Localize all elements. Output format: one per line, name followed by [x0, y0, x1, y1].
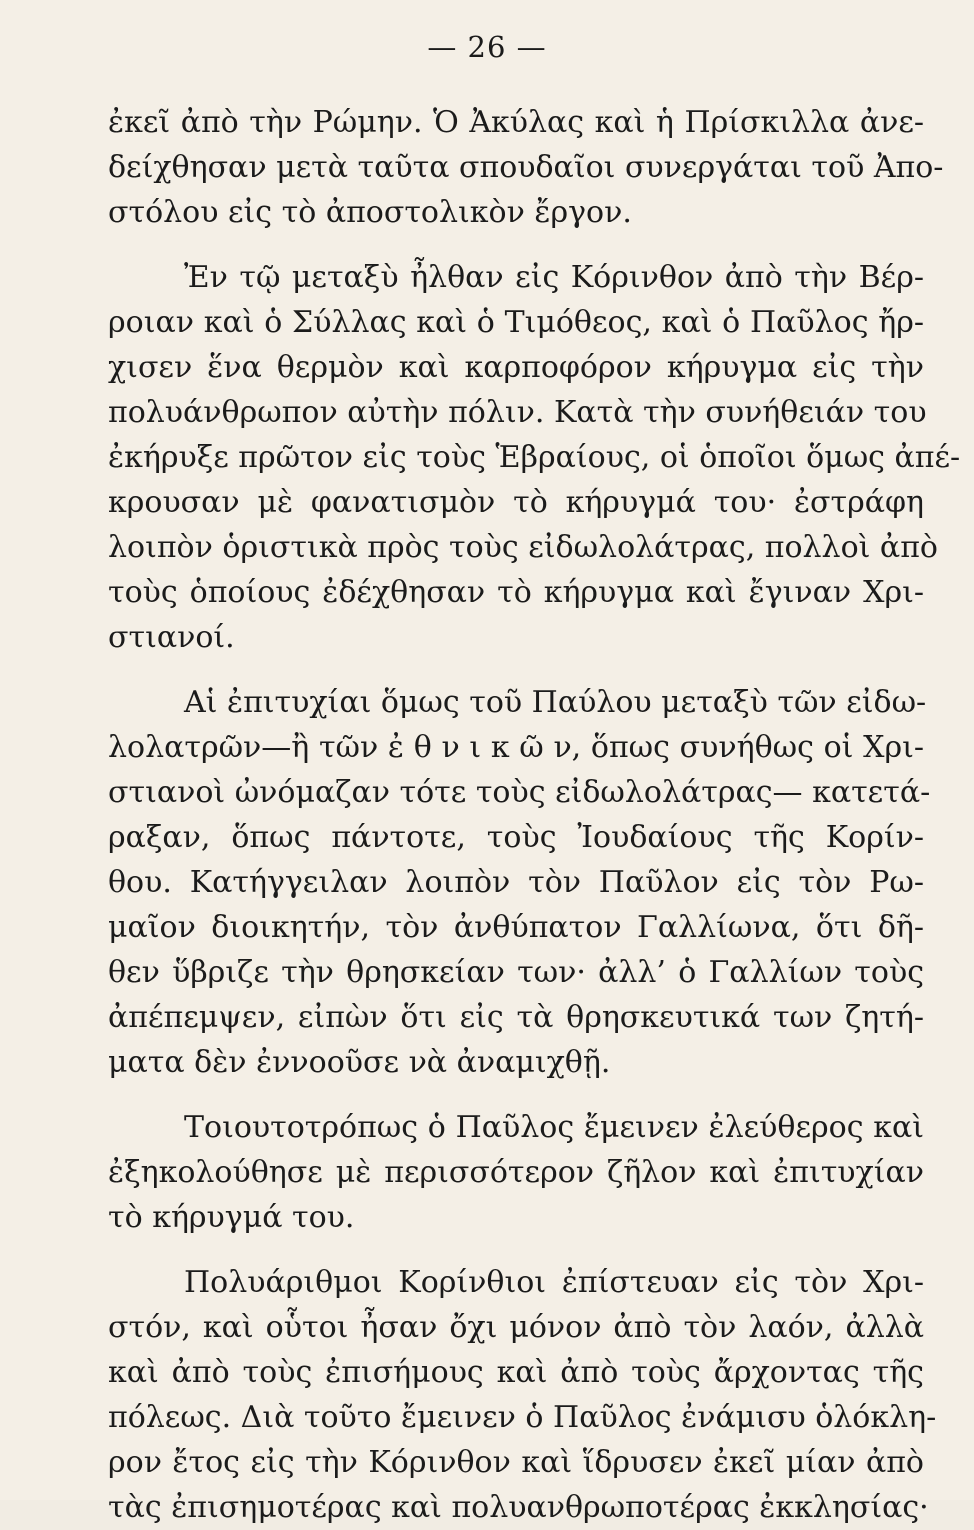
text-line: ἐξηκολούθησε μὲ περισσότερον ζῆλον καὶ ἐπιτυχίαν: [108, 1155, 924, 1190]
text-line: στόλου εἰς τὸ ἀποστολικὸν ἔργον.: [108, 195, 632, 230]
text-line: ραξαν, ὅπως πάντοτε, τοὺς Ἰουδαίους τῆς Κορίν-: [108, 820, 924, 855]
paragraph: [108, 1105, 924, 1240]
text-line: θου. Κατήγγειλαν λοιπὸν τὸν Παῦλον εἰς τὸν Ρω-: [108, 865, 924, 900]
text-line: τὸ κήρυγμά του.: [108, 1200, 355, 1235]
text-line: στόν, καὶ οὗτοι ἦσαν ὄχι μόνον ἀπὸ τὸν λαόν, ἀλλὰ: [108, 1310, 924, 1345]
text-line: ματα δὲν ἐννοοῦσε νὰ ἀναμιχθῇ.: [108, 1045, 611, 1080]
text-line: Τοιουτοτρόπως ὁ Παῦλος ἔμεινεν ἐλεύθερος καὶ: [184, 1110, 924, 1145]
text-line: ρον ἔτος εἰς τὴν Κόρινθον καὶ ἵδρυσεν ἐκεῖ μίαν ἀπὸ: [108, 1445, 924, 1480]
text-line: πολυάνθρωπον αὐτὴν πόλιν. Κατὰ τὴν συνήθειάν του: [108, 395, 927, 430]
text-line: Ἐν τῷ μεταξὺ ἦλθαν εἰς Κόρινθον ἀπὸ τὴν Βέρ-: [184, 260, 924, 295]
paragraph-gap: [108, 1240, 924, 1260]
page-number: — 26 —: [427, 30, 547, 64]
paragraph-gap: [108, 660, 924, 680]
body-text: [108, 100, 961, 1530]
text-line: τοὺς ὁποίους ἐδέχθησαν τὸ κήρυγμα καὶ ἔγιναν Χρι-: [108, 575, 924, 610]
paragraph-gap: [108, 235, 924, 255]
text-line: στιανοὶ ὠνόμαζαν τότε τοὺς εἰδωλολάτρας— κατετά-: [108, 775, 931, 810]
text-line: ροιαν καὶ ὁ Σύλλας καὶ ὁ Τιμόθεος, καὶ ὁ Παῦλος ἤρ-: [108, 305, 924, 340]
text-line: καὶ ἀπὸ τοὺς ἐπισήμους καὶ ἀπὸ τοὺς ἄρχοντας τῆς: [108, 1355, 924, 1390]
paragraph: [108, 100, 944, 235]
paragraph: [108, 1260, 937, 1530]
text-line: λολατρῶν—ἢ τῶν ἐ θ ν ι κ ῶ ν, ὅπως συνήθως οἱ Χρι-: [108, 730, 924, 765]
paragraph-gap: [108, 1085, 924, 1105]
text-line: πόλεως. Διὰ τοῦτο ἔμεινεν ὁ Παῦλος ἐνάμισυ ὁλόκλη-: [108, 1400, 937, 1435]
text-line: τὰς ἐπισημοτέρας καὶ πολυανθρωποτέρας ἐκκλησίας·: [108, 1490, 929, 1525]
text-line: στιανοί.: [108, 620, 235, 655]
text-line: ἐκεῖ ἀπὸ τὴν Ρώμην. Ὁ Ἀκύλας καὶ ἡ Πρίσκιλλα ἀνε-: [108, 105, 924, 140]
paragraph: [108, 680, 931, 1085]
text-line: θεν ὕβριζε τὴν θρησκείαν των· ἀλλ’ ὁ Γαλλίων τοὺς: [108, 955, 924, 990]
paragraph: [108, 255, 961, 660]
text-line: Πολυάριθμοι Κορίνθιοι ἐπίστευαν εἰς τὸν Χρι-: [184, 1265, 924, 1300]
text-line: ἀπέπεμψεν, εἰπὼν ὅτι εἰς τὰ θρησκευτικά των ζητή-: [108, 1000, 924, 1035]
text-line: χισεν ἕνα θερμὸν καὶ καρποφόρον κήρυγμα εἰς τὴν: [108, 350, 924, 385]
text-line: κρουσαν μὲ φανατισμὸν τὸ κήρυγμά του· ἐστράφη: [108, 485, 924, 520]
text-line: μαῖον διοικητήν, τὸν ἀνθύπατον Γαλλίωνα, ὅτι δῆ-: [108, 910, 924, 945]
text-line: λοιπὸν ὁριστικὰ πρὸς τοὺς εἰδωλολάτρας, πολλοὶ ἀπὸ: [108, 530, 938, 565]
text-line: Αἱ ἐπιτυχίαι ὅμως τοῦ Παύλου μεταξὺ τῶν εἰδω-: [184, 685, 927, 720]
text-line: ἐκήρυξε πρῶτον εἰς τοὺς Ἑβραίους, οἱ ὁποῖοι ὅμως ἀπέ-: [108, 440, 961, 475]
text-line: δείχθησαν μετὰ ταῦτα σπουδαῖοι συνεργάται τοῦ Ἀπο-: [108, 150, 944, 185]
